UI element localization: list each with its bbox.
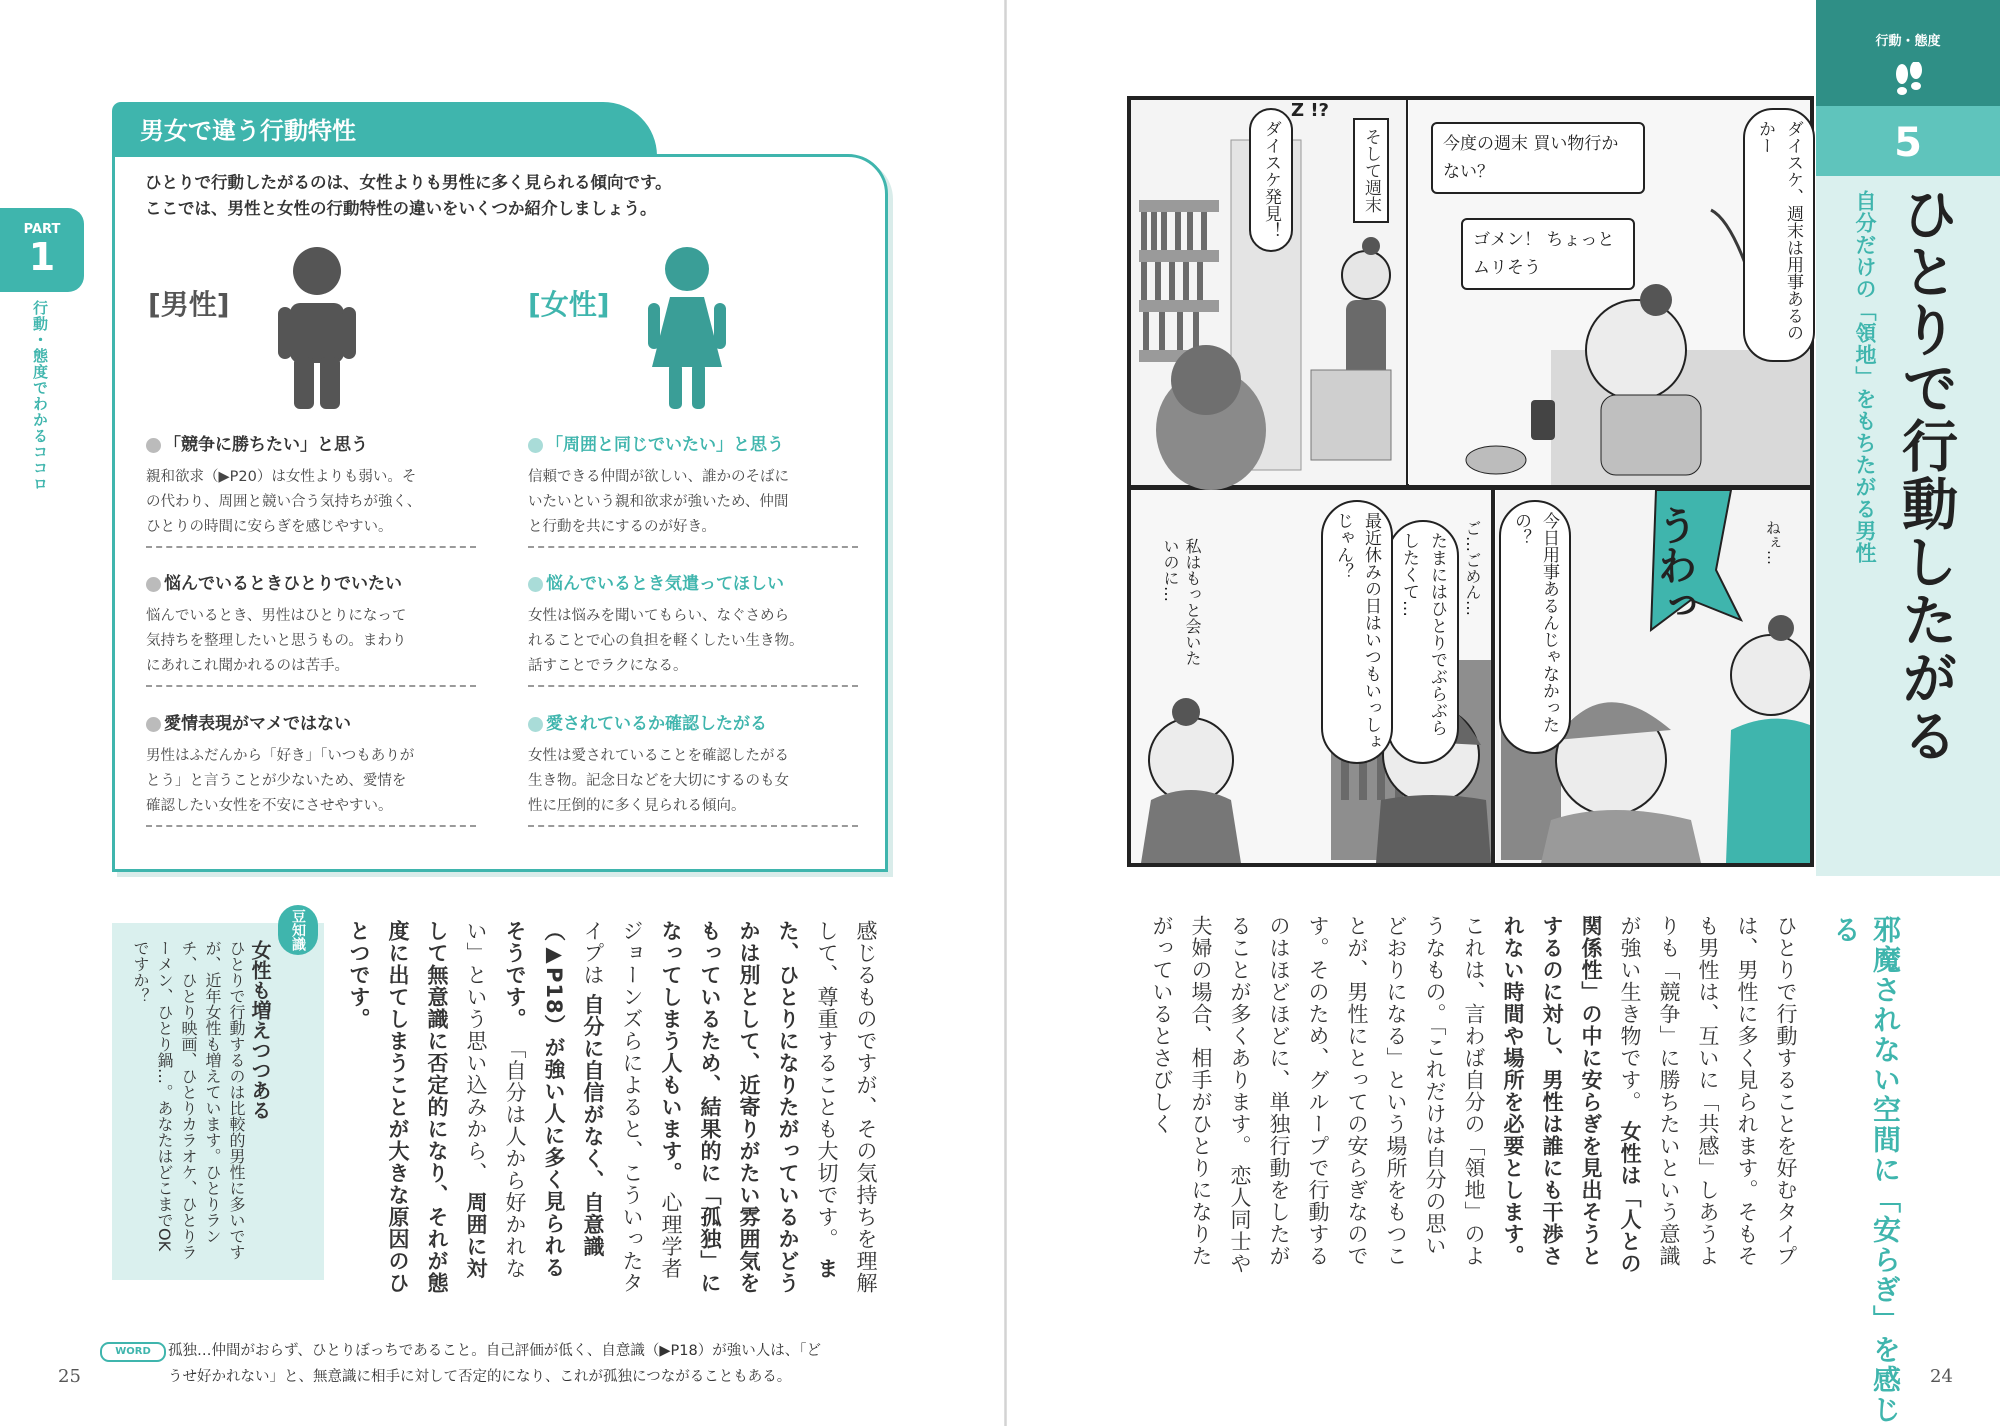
part-label: PART <box>23 222 61 237</box>
intro-line: ここでは、男性と女性の行動特性の違いをいくつか紹介しましょう。 <box>145 199 657 218</box>
female-label: [女性] <box>528 288 610 321</box>
right-body-text <box>1125 915 1805 1275</box>
female-trait <box>528 572 858 687</box>
bullet-icon <box>146 717 161 732</box>
body-segment: ひとりで行動することを好むタイプは、男性に多く見られます。そもそも男性は、互いに「共感」しあうよりも「競争」に勝ちたいという意識が強い生き物です。 <box>1618 915 1798 1267</box>
trait-body-line: 生き物。記念日などを大切にするのも女 <box>528 773 789 789</box>
bullet-icon <box>146 438 161 453</box>
trivia-badge: 豆知識 <box>278 905 318 955</box>
body-segment: 感じるものですが、その気持ちを理解して、尊重することも大切です。 <box>815 920 878 1294</box>
speech-bubble: 最近休みの日はいつもいっしょじゃん？ <box>1321 500 1393 764</box>
trait-heading: 愛情表現がマメではない <box>164 714 351 734</box>
trait-body-line: にあれこれ聞かれるのは苦手。 <box>146 658 349 674</box>
bullet-icon <box>528 438 543 453</box>
dashed-divider <box>528 546 858 548</box>
body-segment-bold: 周囲に対して無意識に否定的になり、それが態度に出てしまうことが大きな原因のひとつです。 <box>347 920 488 1294</box>
trait-heading: 「周囲と同じでいたい」と思う <box>546 435 784 455</box>
dashed-divider <box>146 685 476 687</box>
body-segment: これは、言わば自分の「領地」のようなもの。「これだけは自分の思いどおりになる」という場所をもつことが、男性にとっての安らぎなのです。そのため、グループで行動するのはほどほどに、単独行動をしたがることが多くあります。 <box>1228 915 1486 1267</box>
trait-body-line: 確認したい女性を不安にさせやすい。 <box>146 798 393 814</box>
dashed-divider <box>146 825 476 827</box>
comic-side-text: ご…ごめん… <box>1463 520 1482 616</box>
body-segment-bold: また、ひとりになりたがっているかどうかは別として、近寄りがたい雰囲気をもっているため、結果的に「孤独」になってしまう人もいます。 <box>659 920 839 1294</box>
comic-side-text: 私はもっと会いたいのに… <box>1161 538 1202 666</box>
speech-bubble: ダイスケ、週末は用事あるのかー <box>1743 108 1815 362</box>
trivia-title: 女性も増えつつある <box>248 940 272 1120</box>
trait-heading: 悩んでいるときひとりでいたい <box>164 574 402 594</box>
male-label: [男性] <box>148 288 230 321</box>
trait-body-line: 悩んでいるとき、男性はひとりになって <box>146 608 407 624</box>
body-segment-bold: 自分に自信がなく、自意識（▶P18）が強い人に多く見られるそうです。 <box>503 920 605 1279</box>
trait-heading: 愛されているか確認したがる <box>546 714 767 734</box>
word-badge: WORD <box>100 1342 166 1362</box>
chapter-subtitle: 自分だけの「領地」をもちたがる男性 <box>1853 190 1877 564</box>
trivia-content <box>128 940 272 1260</box>
feature-box-title: 男女で違う行動特性 <box>140 117 356 145</box>
bullet-icon <box>146 577 161 592</box>
comic-caption: そして週末 <box>1353 118 1389 223</box>
footnote <box>168 1338 888 1390</box>
part-side-text: 行動・態度でわかるココロ <box>31 300 49 492</box>
comic-sfx: Z !? <box>1291 100 1329 121</box>
comic-sfx: うわっ <box>1651 505 1697 625</box>
page-number-left: 25 <box>58 1366 81 1387</box>
male-trait <box>146 572 476 687</box>
trait-body-line: れることで心の負担を軽くしたい生き物。 <box>528 633 804 649</box>
speech-bubble: ダイスケ発見！ <box>1249 108 1293 252</box>
intro-line: ひとりで行動したがるのは、女性よりも男性に多く見られる傾向です。 <box>145 173 672 192</box>
bullet-icon <box>528 577 543 592</box>
category-label: 行動・態度 <box>1875 34 1941 49</box>
dashed-divider <box>528 825 858 827</box>
trivia-body: ひとりで行動するのは比較的男性に多いですが、近年女性も増えています。ひとりランチ、ひとり映画、ひとりカラオケ、ひとりラーメン、ひとり鍋…。あなたはどこまでOKですか？ <box>131 940 246 1260</box>
dashed-divider <box>146 546 476 548</box>
trait-heading: 悩んでいるとき気遣ってほしい <box>546 574 784 594</box>
male-trait <box>146 712 476 827</box>
chapter-number: 5 <box>1894 120 1922 166</box>
trait-body-line: いたいという親和欲求が強いため、仲間 <box>528 494 789 510</box>
comic-artwork <box>1131 100 1810 863</box>
trait-body-line: 女性は愛されていることを確認したがる <box>528 748 789 764</box>
footnote-line: 孤独…仲間がおらず、ひとりぼっちであること。自己評価が低く、自意識（▶P18）が強い人は、「ど <box>168 1343 821 1359</box>
left-body-text <box>340 920 885 1300</box>
male-figure-icon <box>272 245 362 410</box>
trait-body-line: 気持ちを整理したいと思うもの。まわり <box>146 633 407 649</box>
section-heading: 邪魔されない空間に「安らぎ」を感じる <box>1829 915 1902 1425</box>
body-segment: 「自分は人から好かれない」という思い込みから、 <box>464 920 527 1280</box>
female-trait <box>528 712 858 827</box>
trait-body-line: 親和欲求（▶P20）は女性よりも弱い。そ <box>146 469 417 485</box>
trait-body-line: 性に圧倒的に多く見られる傾向。 <box>528 798 746 814</box>
comic-side-text: ねぇ… <box>1764 520 1782 565</box>
dashed-divider <box>528 685 858 687</box>
bullet-icon <box>528 717 543 732</box>
body-segment-bold: 女性は「人との関係性」の中に安らぎを見出そうとするのに対し、男性は誰にも干渉されない時間や場所を必要とします。 <box>1501 915 1642 1275</box>
female-trait <box>528 433 858 548</box>
speech-bubble: たまにはひとりでぶらぶらしたくて… <box>1387 520 1459 764</box>
trait-heading: 「競争に勝ちたい」と思う <box>164 435 368 455</box>
comic-strip <box>1127 96 1814 867</box>
male-trait <box>146 433 476 548</box>
trait-body-line: 男性はふだんから「好き」「いつもありが <box>146 748 415 764</box>
chat-message-bubble: ゴメン！ ちょっとムリそう <box>1461 218 1635 290</box>
book-spine <box>1004 0 1007 1426</box>
trait-body-line: の代わり、周囲と競い合う気持ちが強く、 <box>146 494 422 510</box>
footprints-icon <box>1893 62 1925 98</box>
trait-body-line: とう」と言うことが少ないため、愛情を <box>146 773 407 789</box>
trait-body-line: ひとりの時間に安らぎを感じやすい。 <box>146 519 393 535</box>
part-number: 1 <box>28 235 56 279</box>
chapter-title: ひとりで行動したがる <box>1893 185 1958 765</box>
trait-body-line: 話すことでラクになる。 <box>528 658 688 674</box>
footnote-line: うせ好かれない」と、無意識に相手に対して否定的になり、これが孤独につながることもある。 <box>168 1369 792 1385</box>
part-tab <box>0 208 84 292</box>
trait-body-line: 女性は悩みを聞いてもらい、なぐさめら <box>528 608 789 624</box>
body-segment: 恋人同士や夫婦の場合、相手がひとりになりたがっているとさびしく <box>1150 915 1252 1275</box>
page-number-right: 24 <box>1930 1366 1953 1387</box>
trait-body-line: と行動を共にするのが好き。 <box>528 519 716 535</box>
feature-box-intro <box>145 170 845 222</box>
trait-body-line: 信頼できる仲間が欲しい、誰かのそばに <box>528 469 789 485</box>
speech-bubble: 今日用事あるんじゃなかったの？ <box>1499 500 1571 754</box>
female-figure-icon <box>642 245 732 410</box>
chat-message-bubble: 今度の週末 買い物行かない？ <box>1431 122 1645 194</box>
body-segment: 心理学者ジョーンズらによると、こういったタイプは <box>581 920 683 1294</box>
